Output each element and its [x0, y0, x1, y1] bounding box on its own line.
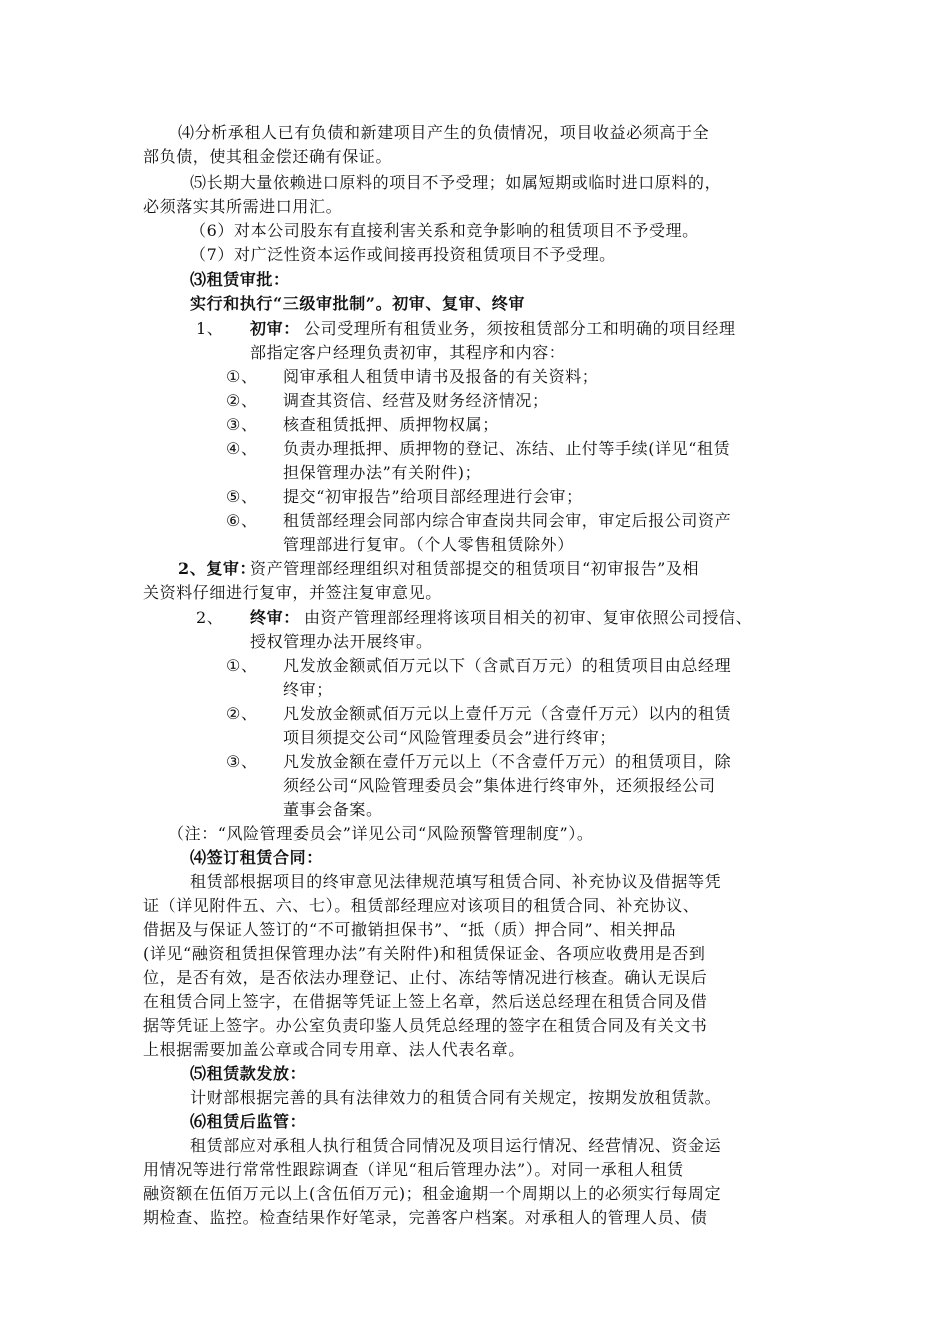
step-1-item-5-number: ⑤、: [226, 487, 258, 506]
step-1-item-2-text: 调查其资信、经营及财务经济情况；: [283, 391, 549, 410]
step-1-text-line-1: 公司受理所有租赁业务，须按租赁部分工和明确的项目经理: [304, 319, 736, 338]
step-3-item-2-text-line-1: 凡发放金额贰佰万元以上壹仟万元（含壹仟万元）以内的租赁: [283, 704, 732, 723]
heading-lease-approval: ⑶租赁审批：: [190, 270, 290, 289]
para-5-line-1: ⑸长期大量依赖进口原料的项目不予受理；如属短期或临时进口原料的，: [190, 173, 722, 192]
post-lease-line-4: 期检查、监控。检查结果作好笔录，完善客户档案。对承租人的管理人员、债: [143, 1208, 708, 1227]
sign-contract-line-1: 租赁部根据项目的终审意见法律规范填写租赁合同、补充协议及借据等凭: [190, 872, 722, 891]
step-1-item-3-text: 核查租赁抵押、质押物权属；: [283, 415, 499, 434]
step-1-number: 1、: [196, 319, 224, 338]
step-3-item-1-text-line-2: 终审；: [283, 680, 333, 699]
step-3-item-3-text-line-2: 须经公司“风险管理委员会”集体进行终审外，还须报经公司: [283, 776, 716, 795]
disbursement-text: 计财部根据完善的具有法律效力的租赁合同有关规定，按期发放租赁款。: [190, 1088, 722, 1107]
step-3-number: 2、: [196, 608, 224, 627]
step-1-item-1-number: ①、: [226, 367, 258, 386]
sign-contract-line-7: 据等凭证上签字。办公室负责印鉴人员凭总经理的签字在租赁合同及有关文书: [143, 1016, 708, 1035]
step-3-item-2-number: ②、: [226, 704, 258, 723]
post-lease-line-2: 用情况等进行常常性跟踪调查（详见“租后管理办法”）。对同一承租人租赁: [143, 1160, 684, 1179]
step-3-item-3-text-line-1: 凡发放金额在壹仟万元以上（不含壹仟万元）的租赁项目，除: [283, 752, 732, 771]
step-1-item-4-text-line-2: 担保管理办法”有关附件)；: [283, 463, 482, 482]
step-3-text-line-2: 授权管理办法开展终审。: [250, 632, 433, 651]
step-1-item-2-number: ②、: [226, 391, 258, 410]
heading-lease-approval-sub: 实行和执行“三级审批制”。初审、复审、终审: [190, 294, 526, 313]
step-1-item-3-number: ③、: [226, 415, 258, 434]
step-3-text-line-1: 由资产管理部经理将该项目相关的初审、复审依照公司授信、: [304, 608, 753, 627]
sign-contract-line-2: 证（详见附件五、六、七）。租赁部经理应对该项目的租赁合同、补充协议、: [143, 896, 700, 915]
para-4-line-2: 部负债，使其租金偿还确有保证。: [143, 147, 393, 166]
step-3-item-1-number: ①、: [226, 656, 258, 675]
step-2-label: 2、复审：: [178, 559, 257, 578]
step-1-item-1-text: 阅审承租人租赁申请书及报备的有关资料；: [283, 367, 599, 386]
step-1-item-4-text-line-1: 负责办理抵押、质押物的登记、冻结、止付等手续(详见“租赁: [283, 439, 731, 458]
step-1-label: 初审：: [250, 319, 300, 338]
step-3-label: 终审：: [250, 608, 300, 627]
step-1-item-4-number: ④、: [226, 439, 258, 458]
post-lease-line-3: 融资额在伍佰万元以上(含伍佰万元)；租金逾期一个周期以上的必须实行每周定: [143, 1184, 722, 1203]
step-1-text-line-2: 部指定客户经理负责初审，其程序和内容：: [250, 343, 566, 362]
step-2-text-line-2: 关资料仔细进行复审，并签注复审意见。: [143, 583, 442, 602]
para-6: （6）对本公司股东有直接利害关系和竞争影响的租赁项目不予受理。: [190, 221, 699, 240]
post-lease-line-1: 租赁部应对承租人执行租赁合同情况及项目运行情况、经营情况、资金运: [190, 1136, 722, 1155]
step-2-text-line-1: 资产管理部经理组织对租赁部提交的租赁项目“初审报告”及相: [250, 559, 700, 578]
heading-post-lease: ⑹租赁后监管：: [190, 1112, 307, 1131]
sign-contract-line-6: 在租赁合同上签字，在借据等凭证上签上名章，然后送总经理在租赁合同及借: [143, 992, 708, 1011]
step-1-item-6-text-line-2: 管理部进行复审。（个人零售租赁除外）: [283, 535, 574, 554]
step-3-item-1-text-line-1: 凡发放金额贰佰万元以下（含贰百万元）的租赁项目由总经理: [283, 656, 732, 675]
step-3-item-3-text-line-3: 董事会备案。: [283, 800, 383, 819]
step-1-item-6-number: ⑥、: [226, 511, 258, 530]
note: （注：“风险管理委员会”详见公司“风险预警管理制度”）。: [168, 824, 594, 843]
step-3-item-3-number: ③、: [226, 752, 258, 771]
heading-disbursement: ⑸租赁款发放：: [190, 1064, 307, 1083]
para-5-line-2: 必须落实其所需进口用汇。: [143, 197, 343, 216]
sign-contract-line-5: 位，是否有效，是否依法办理登记、止付、冻结等情况进行核查。确认无误后: [143, 968, 708, 987]
para-4-line-1: ⑷分析承租人已有负债和新建项目产生的负债情况，项目收益必须高于全: [178, 123, 710, 142]
step-3-item-2-text-line-2: 项目须提交公司“风险管理委员会”进行终审；: [283, 728, 616, 747]
para-7: （7）对广泛性资本运作或间接再投资租赁项目不予受理。: [190, 245, 616, 264]
step-1-item-5-text: 提交“初审报告”给项目部经理进行会审；: [283, 487, 583, 506]
sign-contract-line-4: (详见“融资租赁担保管理办法”有关附件)和租赁保证金、各项应收费用是否到: [143, 944, 706, 963]
sign-contract-line-8: 上根据需要加盖公章或合同专用章、法人代表名章。: [143, 1040, 525, 1059]
sign-contract-line-3: 借据及与保证人签订的“不可撤销担保书”、“抵（质）押合同”、相关押品: [143, 920, 677, 939]
heading-sign-contract: ⑷签订租赁合同：: [190, 848, 323, 867]
step-1-item-6-text-line-1: 租赁部经理会同部内综合审查岗共同会审，审定后报公司资产: [283, 511, 732, 530]
